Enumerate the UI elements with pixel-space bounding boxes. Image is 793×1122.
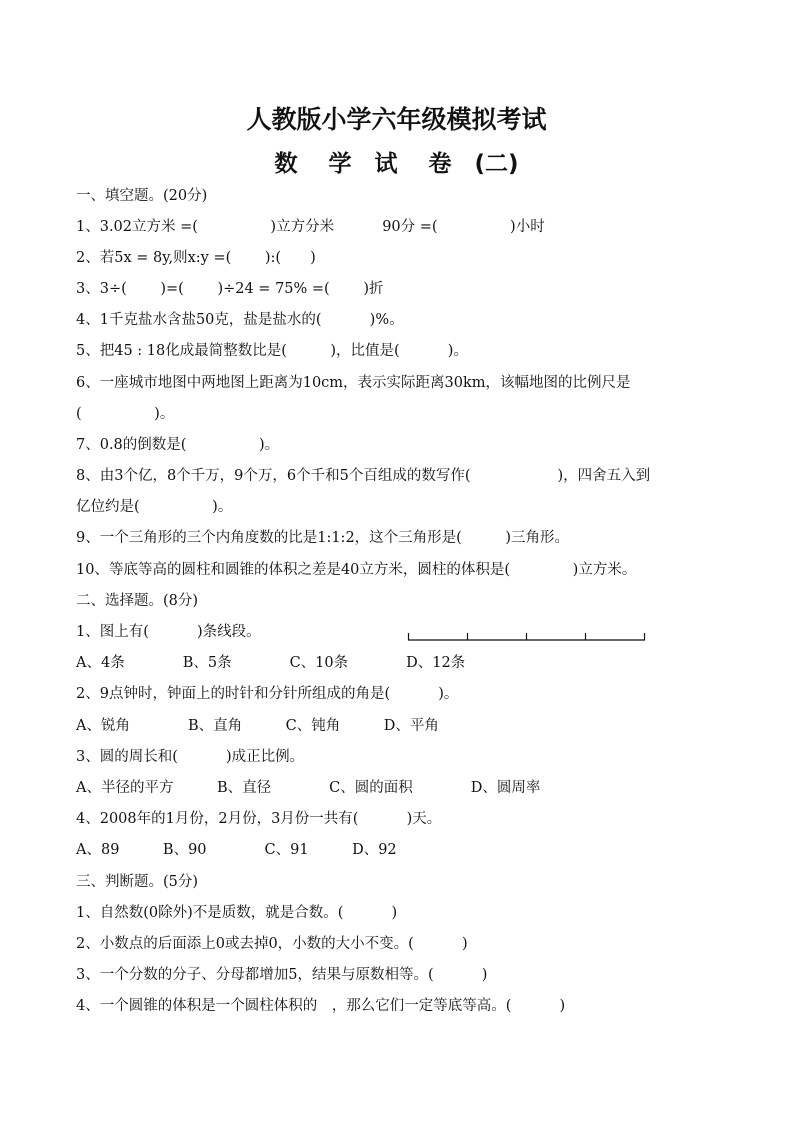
s2-question-3: 3、圆的周长和( )成正比例。 (76, 749, 305, 765)
s3-question-4: 4、一个圆锥的体积是一个圆柱体积的 ，那么它们一定等底等高。( ) (76, 998, 566, 1014)
s1-question-9: 9、一个三角形的三个内角度数的比是1:1:2，这个三角形是( )三角形。 (76, 530, 569, 546)
s1-question-1: 1、3.02立方米 =( )立方分米 90分 =( )小时 (76, 219, 545, 235)
s2-question-1: 1、图上有( )条线段。 (76, 624, 261, 640)
exam-subtitle: 数 学 试 卷 (二) (274, 151, 519, 177)
section1-heading: 一、填空题。(20分) (76, 188, 208, 204)
s1-question-4: 4、1千克盐水含盐50克，盐是盐水的( )%。 (76, 312, 404, 328)
s1-question-6-line2: ( )。 (76, 406, 175, 422)
s2-question-3-options: A、半径的平方 B、直径 C、圆的面积 D、圆周率 (76, 780, 541, 796)
line-segment-figure (406, 630, 648, 644)
exam-title: 人教版小学六年级模拟考试 (246, 105, 547, 134)
section2-heading: 二、选择题。(8分) (76, 593, 199, 609)
s1-question-2: 2、若5x = 8y,则x:y =( ):( ) (76, 250, 316, 266)
s1-question-7: 7、0.8的倒数是( )。 (76, 437, 280, 453)
section3-heading: 三、判断题。(5分) (76, 874, 199, 890)
s3-question-3: 3、一个分数的分子、分母都增加5，结果与原数相等。( ) (76, 967, 488, 983)
s2-question-4-options: A、89 B、90 C、91 D、92 (76, 842, 397, 858)
s2-question-2-options: A、锐角 B、直角 C、钝角 D、平角 (76, 718, 439, 734)
s1-question-10: 10、等底等高的圆柱和圆锥的体积之差是40立方米，圆柱的体积是( )立方米。 (76, 562, 637, 578)
s2-question-4: 4、2008年的1月份，2月份，3月份一共有( )天。 (76, 811, 442, 827)
s1-question-8-line1: 8、由3个亿，8个千万，9个万，6个千和5个百组成的数写作( )，四舍五入到 (76, 468, 651, 484)
s1-question-3: 3、3÷( )=( )÷24 = 75% =( )折 (76, 281, 384, 297)
s1-question-5: 5、把45 : 18化成最简整数比是( )，比值是( )。 (76, 343, 468, 359)
s2-question-1-options: A、4条 B、5条 C、10条 D、12条 (76, 655, 466, 671)
s3-question-1: 1、自然数(0除外)不是质数，就是合数。( ) (76, 905, 398, 921)
s2-question-2: 2、9点钟时，钟面上的时针和分针所组成的角是( )。 (76, 686, 459, 702)
s3-question-2: 2、小数点的后面添上0或去掉0，小数的大小不变。( ) (76, 936, 468, 952)
s1-question-8-line2: 亿位约是( )。 (76, 499, 233, 515)
s1-question-6-line1: 6、一座城市地图中两地图上距离为10cm，表示实际距离30km，该幅地图的比例尺是 (76, 375, 631, 391)
